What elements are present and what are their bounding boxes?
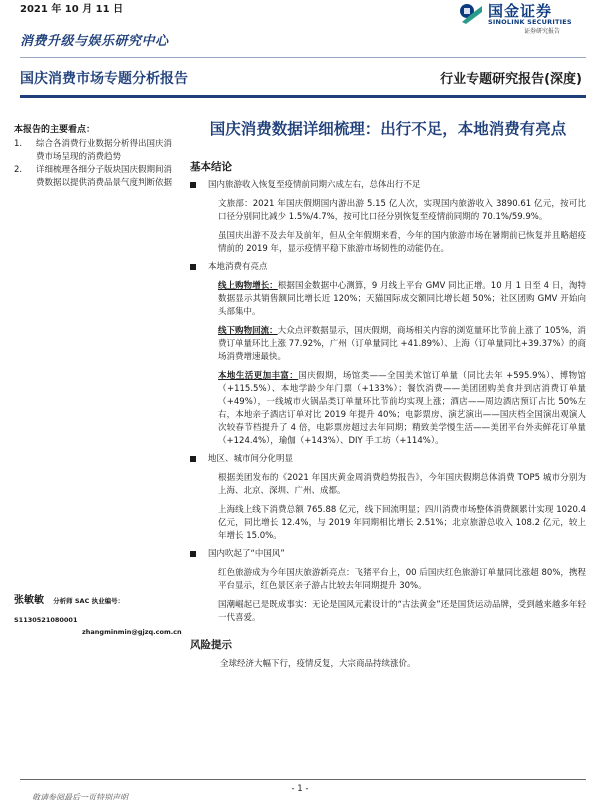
analyst-info [14, 588, 184, 636]
paragraph: 上海线上线下消费总额 765.88 亿元，线下回流明显；四川消费市场整体消费额累计实现 1020.4 亿元，同比增长 12.4%，与 2019 年同期相比增长 2.51%；北京旅游总收入 108.2 亿元，较上年增长 15.0%。 [218, 505, 586, 541]
logo-name-en: SINOLINK SECURITIES [488, 18, 572, 26]
bullet-square-icon [190, 182, 196, 188]
analyst-name: 张敏敏 [14, 595, 44, 606]
company-logo [452, 0, 592, 32]
paragraph-label: 线下购物回流： [218, 326, 278, 336]
report-type: 行业专题研究报告(深度) [440, 72, 582, 87]
paragraph: 红色旅游成为今年国庆旅游新亮点：飞猪平台上，00 后国庆红色旅游订单量同比涨超 80%，携程平台显示，红色景区亲子游占比较去年同期提升 30%。 [218, 568, 586, 591]
sinolink-logo-icon [458, 2, 484, 26]
section-heading-risk: 风险提示 [190, 639, 232, 651]
bullet-text: 地区、城市间分化明显 [208, 454, 294, 464]
key-point-item [14, 164, 174, 189]
risk-paragraph: 全球经济大幅下行，疫情反复，大宗商品持续涨价。 [220, 659, 416, 669]
paragraph-label: 线上购物增长： [218, 281, 278, 291]
key-point-item [14, 138, 174, 163]
paragraph-body: 国庆假期，场馆类——全国美术馆订单量（同比去年 +595.9%）、博物馆（+115.5%）、本地学龄少年门票（+133%）；餐饮消费——美团团购美食并到店消费订单量（+49%），一线城市火锅品类订单量环比节前均实现上涨；酒店——周边酒店预订占比 50%左右，本地亲子酒店订单对比 2019 年提升 40%；电影票房、演艺演出——国庆档全国演出观演人次较春节档提升了 4 倍，电影票房超过去年同期；精致美学慢生活——美团平台外卖鲜花订单量（+124.4%），瑜伽（+143%）、DIY 手工坊（+114%）。 [218, 371, 586, 446]
analyst-license: 分析师 SAC 执业编号：S1130521080001 [14, 597, 125, 624]
bullet-point [190, 548, 586, 561]
bullet-text: 国内旅游收入恢复至疫情前同期六成左右，总体出行不足 [208, 180, 421, 190]
key-points-heading: 本报告的主要看点： [14, 125, 96, 135]
header-thick-divider [20, 95, 586, 98]
key-point-number: 2. [14, 165, 23, 175]
page-number: - 1 - [291, 784, 309, 794]
key-point-text: 详细梳理各细分子版块国庆假期间消费数据以提供消费品景气度判断依据 [36, 165, 173, 188]
key-point-number: 1. [14, 139, 23, 149]
section-heading-basic: 基本结论 [190, 161, 232, 173]
bullet-square-icon [190, 551, 196, 557]
report-date: 2021 年 10 月 11 日 [20, 4, 124, 15]
research-department: 消费升级与娱乐研究中心 [20, 34, 169, 49]
bullet-text: 国内吹起了“中国风” [208, 549, 285, 559]
bullet-square-icon [190, 456, 196, 462]
report-series-title: 国庆消费市场专题分析报告 [20, 71, 188, 87]
paragraph: 国潮崛起已是既成事实：无论是国风元素设计的“古法黄金”还是国货运动品牌，受到越来越多年轻一代喜爱。 [218, 600, 586, 623]
key-points-sidebar [14, 122, 174, 190]
paragraph-label: 本地生活更加丰富： [218, 371, 299, 381]
header-divider [20, 57, 586, 58]
logo-name-cn: 国金证券 [488, 2, 553, 20]
bullet-point [190, 179, 586, 192]
main-content [190, 118, 586, 671]
paragraph-body: 大众点评数据显示，国庆假期，商场相关内容的浏览量环比节前上涨了 105%，消费订单量环比上涨 77.92%，广州（订单量同比 +41.89%）、上海（订单量同比+39.37%）的商场消费增速最快。 [218, 326, 586, 362]
disclaimer-note: 敬请参阅最后一页特别声明 [32, 793, 128, 800]
bullet-text: 本地消费有亮点 [208, 262, 268, 272]
paragraph-online-shopping [218, 280, 586, 319]
footer-divider [20, 779, 586, 780]
page-title: 国庆消费数据详细梳理：出行不足，本地消费有亮点 [209, 120, 567, 138]
bullet-square-icon [190, 264, 196, 270]
analyst-email[interactable]: zhangminmin@gjzq.com.cn [82, 628, 182, 636]
paragraph-local-life [218, 370, 586, 448]
key-point-text: 综合各消费行业数据分析得出国庆消费市场呈现的消费趋势 [36, 139, 173, 162]
bullet-point [190, 453, 586, 466]
paragraph: 文旅部：2021 年国庆假期国内游出游 5.15 亿人次，实现国内旅游收入 3890.61 亿元，按可比口径分别同比减少 1.5%/4.7%，按可比口径分别恢复至疫情前同期的 70.1%/59.9%。 [218, 199, 586, 222]
logo-subtitle: 证券研究报告 [524, 28, 561, 35]
paragraph-body: 根据国金数据中心测算，9 月线上平台 GMV 同比正增。10 月 1 日至 4 日，淘特数据显示其销售额同比增长近 120%；天猫国际成交额同比增长超 50%；社区团购 GMV 开始向头部集中。 [218, 281, 586, 317]
paragraph: 根据美团发布的《2021 年国庆黄金周消费趋势报告》，今年国庆假期总体消费 TOP5 城市分别为上海、北京、深圳、广州、成都。 [218, 473, 586, 496]
paragraph: 虽国庆出游不及去年及前年，但从全年假期来看，今年的国内旅游市场在暑期前已恢复并且略超疫情前的 2019 年，显示疫情平稳下旅游市场韧性的动能仍在。 [218, 231, 586, 254]
paragraph-offline-shopping [218, 325, 586, 364]
bullet-point [190, 261, 586, 274]
